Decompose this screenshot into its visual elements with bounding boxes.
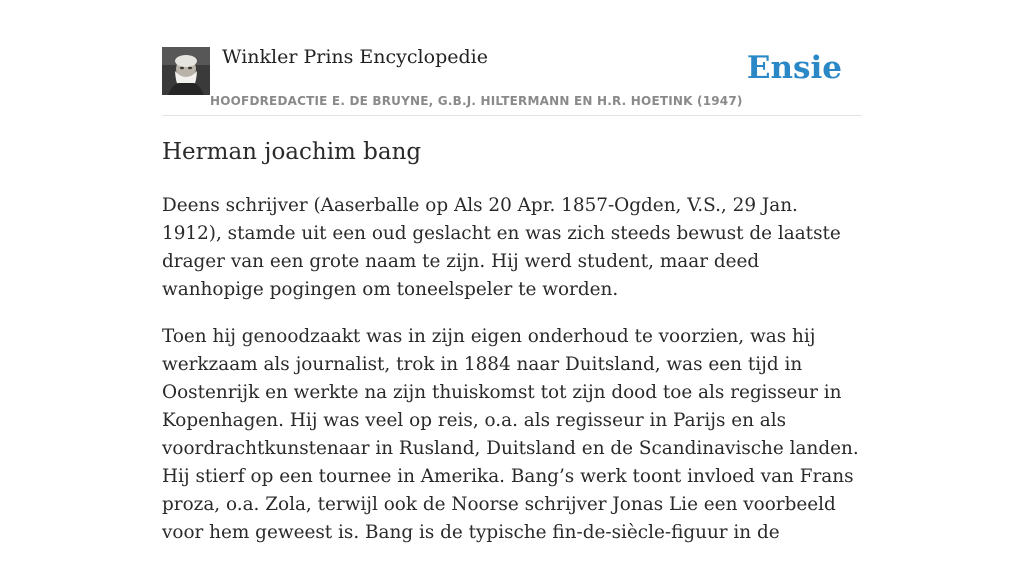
site-subtitle: HOOFDREDACTIE E. DE BRUYNE, G.B.J. HILTERMANN EN H.R. HOETINK (1947) <box>210 94 743 108</box>
site-title[interactable]: Winkler Prins Encyclopedie <box>222 46 488 68</box>
article-title: Herman joachim bang <box>162 139 422 165</box>
ensie-logo[interactable]: Ensie <box>746 50 842 86</box>
site-header <box>162 44 862 116</box>
bearded-man-portrait-icon[interactable] <box>162 47 210 95</box>
paragraph: Deens schrijver (Aaserballe op Als 20 Apr. 1857-Ogden, V.S., 29 Jan. 1912), stamde uit een oud geslacht en was zich steeds bewust de laatste drager van een grote naam te zijn. Hij werd student, maar deed wanhopige pogingen om toneelspeler te worden. <box>162 195 841 300</box>
paragraph: Toen hij genoodzaakt was in zijn eigen onderhoud te voorzien, was hij werkzaam als journalist, trok in 1884 naar Duitsland, was een tijd in Oostenrijk en werkte na zijn thuiskomst tot zijn dood toe als regisseur in Kopenhagen. Hij was veel op reis, o.a. als regisseur in Parijs en als voordrachtkunstenaar in Rusland, Duitsland en de Scandinavische landen. Hij stierf op een tournee in Amerika. Bang’s werk toont invloed van Frans proza, o.a. Zola, terwijl ook de Noorse schrijver Jonas Lie een voorbeeld voor hem geweest is. Bang is de typische fin-de-siècle-figuur in de <box>162 326 859 543</box>
article-body <box>162 192 862 566</box>
